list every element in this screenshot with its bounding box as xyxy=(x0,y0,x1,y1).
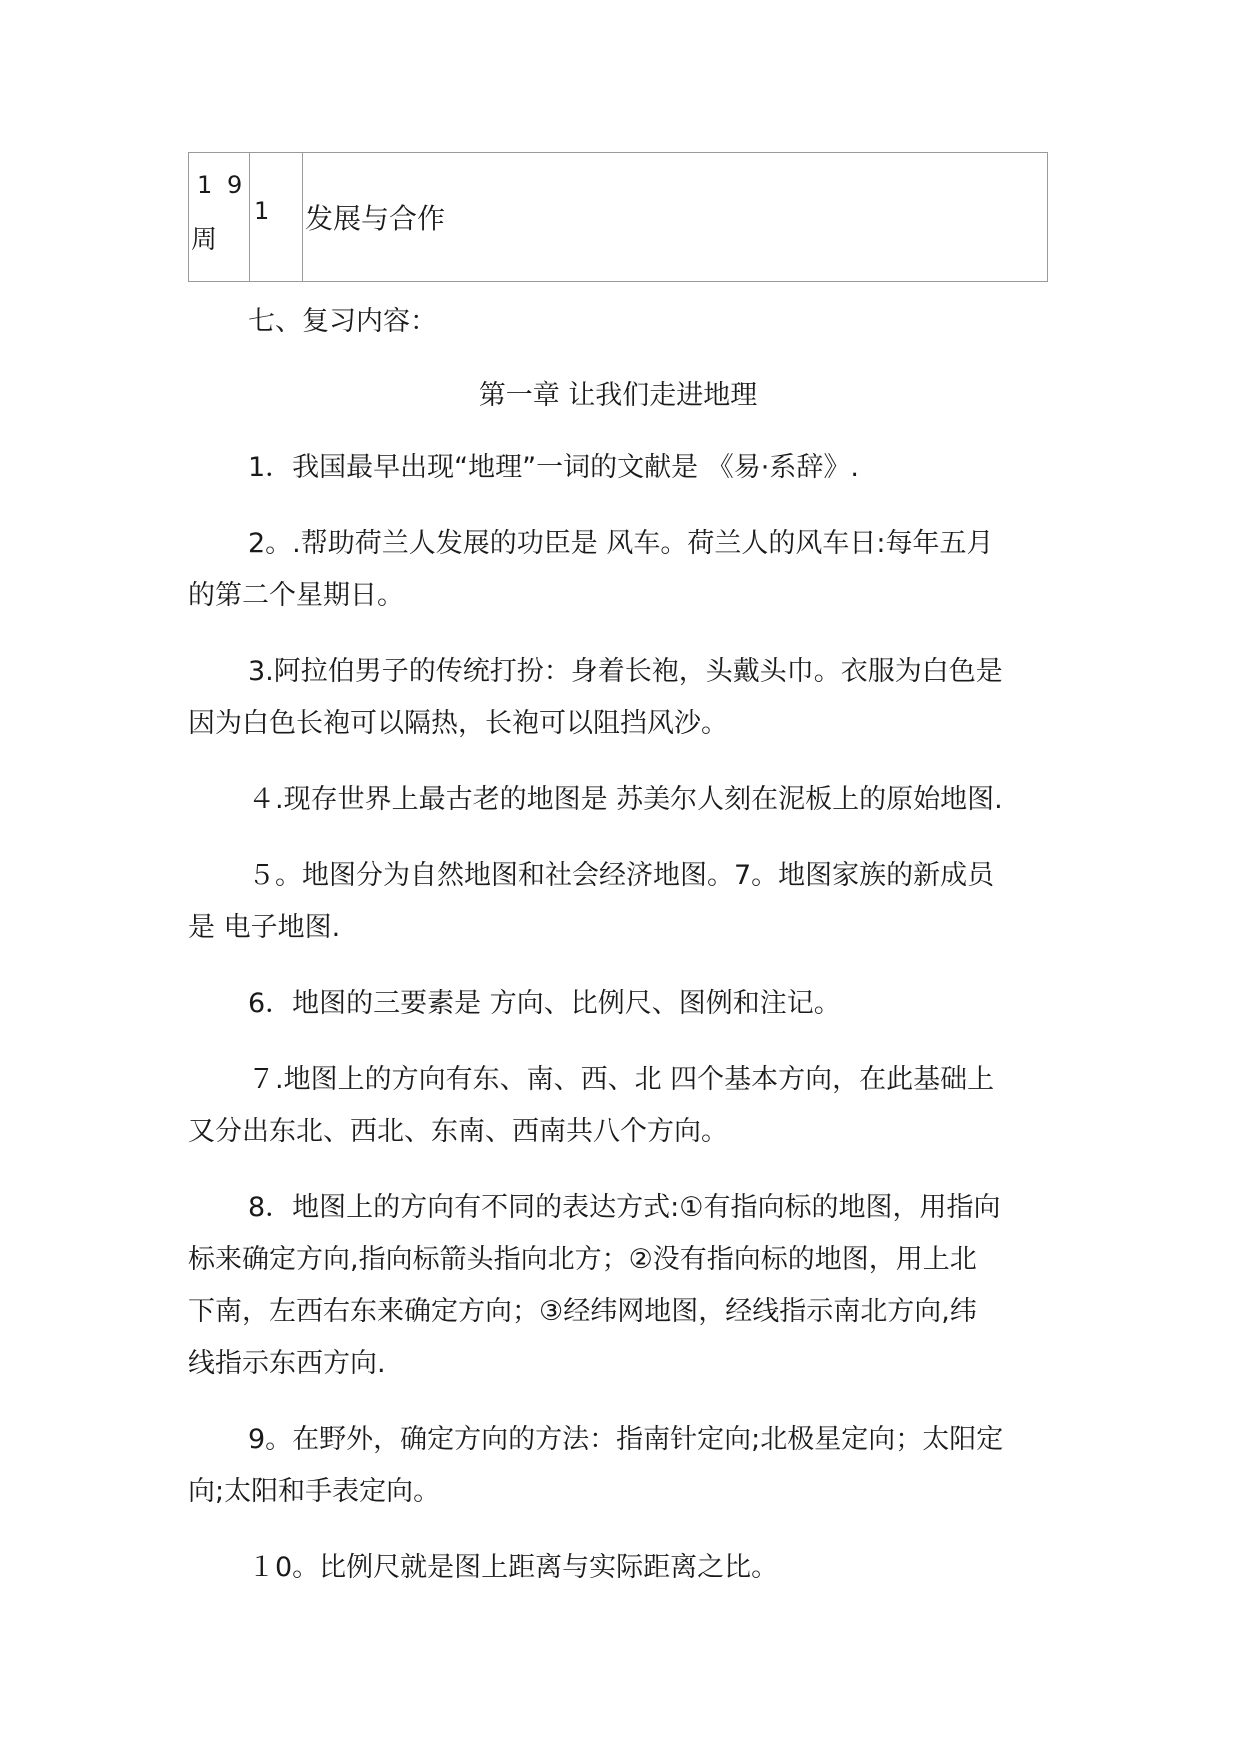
item-6: 6．地图的三要素是 方向、比例尺、图例和注记。 xyxy=(248,988,841,1019)
chapter-title: 第一章 让我们走进地理 xyxy=(478,380,758,411)
item-8-line-2: 标来确定方向,指向标箭头指向北方；②没有指向标的地图，用上北 xyxy=(188,1244,977,1275)
item-2-line-2: 的第二个星期日。 xyxy=(188,580,404,611)
week-cell xyxy=(189,153,250,282)
item-1: 1．我国最早出现“地理”一词的文献是 《易·系辞》. xyxy=(248,452,859,483)
item-8-line-3: 下南，左西右东来确定方向；③经纬网地图，经线指示南北方向,纬 xyxy=(188,1296,977,1327)
week-digit-1: 1 xyxy=(197,171,213,199)
table-row xyxy=(189,153,1048,282)
item-10: １0。比例尺就是图上距离与实际距离之比。 xyxy=(248,1552,779,1583)
week-label: 周 xyxy=(191,225,218,255)
item-4: ４.现存世界上最古老的地图是 苏美尔人刻在泥板上的原始地图. xyxy=(248,784,1003,815)
topic-cell: 发展与合作 xyxy=(303,153,1048,282)
number-cell xyxy=(250,153,303,282)
item-2-line-1: 2。.帮助荷兰人发展的功臣是 风车。荷兰人的风车日:每年五月 xyxy=(248,528,994,559)
number-value: 1 xyxy=(254,197,270,225)
item-3-line-1: 3.阿拉伯男子的传统打扮：身着长袍，头戴头巾。衣服为白色是 xyxy=(248,656,1003,687)
item-7-line-1: ７.地图上的方向有东、南、西、北 四个基本方向，在此基础上 xyxy=(248,1064,995,1095)
item-8-line-4: 线指示东西方向. xyxy=(188,1348,386,1379)
item-7-line-2: 又分出东北、西北、东南、西南共八个方向。 xyxy=(188,1116,728,1147)
item-9-line-1: 9。在野外，确定方向的方法：指南针定向;北极星定向；太阳定 xyxy=(248,1424,1004,1455)
week-digit-2: 9 xyxy=(227,171,243,199)
item-5-line-2: 是 电子地图. xyxy=(188,912,341,943)
item-9-line-2: 向;太阳和手表定向。 xyxy=(188,1476,441,1507)
item-3-line-2: 因为白色长袍可以隔热，长袍可以阻挡风沙。 xyxy=(188,708,728,739)
item-5-line-1: ５。地图分为自然地图和社会经济地图。7。地图家族的新成员 xyxy=(248,860,995,891)
item-8-line-1: 8．地图上的方向有不同的表达方式:①有指向标的地图，用指向 xyxy=(248,1192,1001,1223)
section-heading: 七、复习内容： xyxy=(248,306,437,337)
schedule-table xyxy=(188,152,1048,282)
